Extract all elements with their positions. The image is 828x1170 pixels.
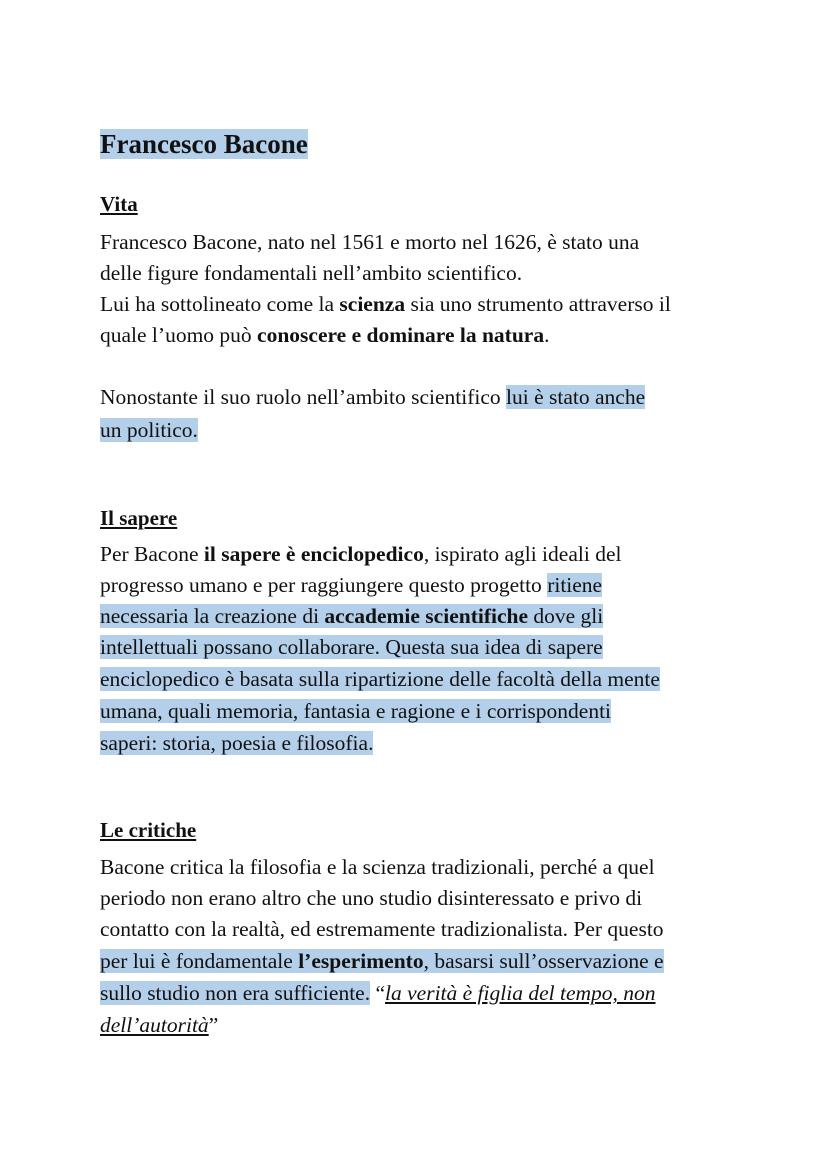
paragraph-line	[100, 289, 671, 320]
paragraph-line	[100, 728, 373, 759]
text-run: per lui è fondamentale	[100, 949, 299, 973]
text-run: .	[544, 323, 550, 347]
highlighted-text: sullo studio non era sufficiente.	[100, 981, 371, 1005]
highlighted-text: umana, quali memoria, fantasia e ragione e i corrispondenti	[100, 699, 612, 723]
bold-text: conoscere e dominare la natura	[257, 323, 545, 347]
paragraph-line	[100, 1010, 218, 1041]
section-heading-critiche: Le critiche	[100, 818, 197, 842]
paragraph-line	[100, 978, 656, 1009]
paragraph-line	[100, 382, 645, 413]
bold-text: il sapere è enciclopedico	[203, 542, 424, 566]
text-run: sia uno strumento attraverso il	[405, 292, 671, 316]
text-run: “	[370, 981, 386, 1005]
paragraph-line	[100, 258, 522, 289]
highlighted-text	[100, 604, 603, 628]
paragraph-line	[100, 570, 602, 601]
text-run: Francesco Bacone, nato nel 1561 e morto nel 1626, è stato una	[100, 230, 640, 254]
paragraph-line	[100, 632, 603, 663]
paragraph-line	[100, 852, 655, 883]
text-run: Lui ha sottolineato come la	[100, 292, 340, 316]
highlighted-text	[100, 949, 664, 973]
section-heading-vita: Vita	[100, 192, 138, 216]
text-run: ”	[208, 1013, 219, 1037]
highlighted-text: un politico.	[100, 418, 198, 442]
paragraph-line	[100, 601, 603, 632]
paragraph-line	[100, 320, 549, 351]
paragraph-line	[100, 664, 660, 695]
highlighted-text: enciclopedico è basata sulla ripartizione delle facoltà della mente	[100, 667, 660, 691]
paragraph-line	[100, 946, 664, 977]
text-run: Per Bacone	[100, 542, 204, 566]
paragraph-line	[100, 415, 198, 446]
title-text: Francesco Bacone	[100, 129, 308, 159]
paragraph-line	[100, 539, 621, 570]
highlighted-text: Questa sua idea di sapere	[380, 635, 603, 659]
quote-text: la verità è figlia del tempo, non	[385, 981, 656, 1005]
quote-text: dell’autorità	[100, 1013, 209, 1037]
text-run: delle figure fondamentali nell’ambito scientifico.	[100, 261, 523, 285]
highlighted-text: lui è stato anche	[506, 385, 646, 409]
text-run: , basarsi sull’osservazione e	[423, 949, 664, 973]
highlighted-text: intellettuali possano collaborare.	[100, 635, 381, 659]
text-run: contatto con la realtà, ed estremamente tradizionalista. Per questo	[100, 917, 664, 941]
paragraph-line	[100, 696, 611, 727]
highlighted-text: ritiene	[547, 573, 603, 597]
text-run: progresso umano e per raggiungere questo progetto	[100, 573, 548, 597]
section-heading-sapere: Il sapere	[100, 506, 178, 530]
text-run: quale l’uomo può	[100, 323, 258, 347]
text-run: periodo non erano altro che uno studio disinteressato e privo di	[100, 886, 643, 910]
text-run: Nonostante il suo ruolo nell’ambito scientifico	[100, 385, 507, 409]
bold-text: accademie scientifiche	[324, 604, 528, 628]
text-run: dove gli	[528, 604, 604, 628]
paragraph-line	[100, 227, 639, 258]
text-run: Bacone critica la filosofia e la scienza tradizionali, perché a quel	[100, 855, 655, 879]
highlighted-text: saperi: storia, poesia e filosofia.	[100, 731, 374, 755]
bold-text: scienza	[339, 292, 406, 316]
bold-text: l’esperimento	[298, 949, 424, 973]
text-run: necessaria la creazione di	[100, 604, 325, 628]
paragraph-line	[100, 883, 642, 914]
text-run: , ispirato agli ideali del	[423, 542, 622, 566]
document-title	[100, 127, 308, 161]
paragraph-line	[100, 914, 664, 945]
